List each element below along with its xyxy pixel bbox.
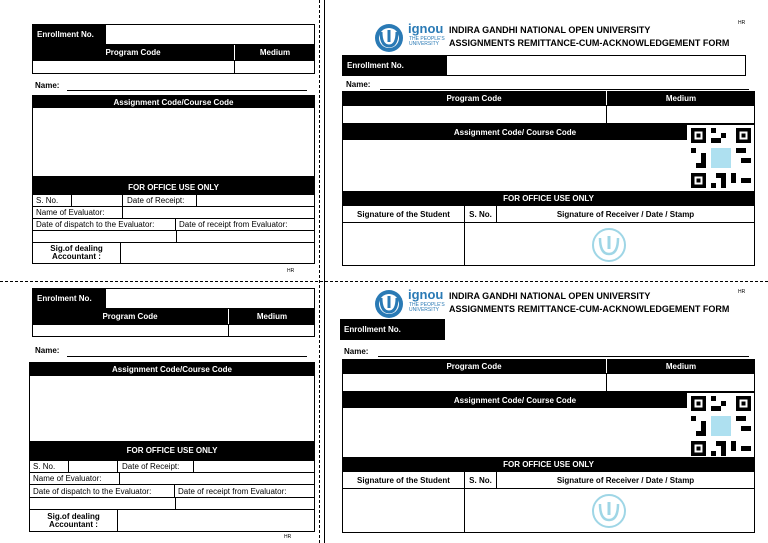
program-value-row (32, 324, 315, 337)
enrollment-row (32, 24, 315, 45)
office-row-1 (33, 194, 314, 207)
dispatch-label: Date of dispatch to the Evaluator: (30, 485, 175, 497)
assignment-box (32, 95, 315, 195)
program-header (32, 45, 315, 60)
office-use-label: FOR OFFICE USE ONLY (30, 441, 314, 460)
sno-label: S. No. (33, 461, 56, 471)
assignment-code-label: Assignment Code/Course Code (33, 96, 314, 108)
program-code-field[interactable] (343, 374, 607, 391)
tagline-line-1: THE PEOPLE'S (409, 36, 445, 42)
assignment-code-field[interactable] (33, 108, 314, 172)
ignou-logo-icon (372, 288, 406, 320)
medium-label: Medium (665, 93, 697, 103)
university-name: INDIRA GANDHI NATIONAL OPEN UNIVERSITY (449, 291, 651, 301)
office-row-3 (30, 485, 314, 498)
program-code-label: Program Code (102, 312, 158, 321)
enrollment-field[interactable] (106, 25, 314, 44)
assignment-code-field[interactable] (343, 140, 687, 189)
sig-receiver-label: Signature of Receiver / Date / Stamp (556, 209, 695, 219)
office-row-3 (33, 219, 314, 231)
assignment-box (29, 362, 315, 461)
enrollment-label: Enrolment No. (33, 289, 106, 308)
ignou-wordmark: ignou (408, 21, 444, 36)
program-code-field[interactable] (33, 325, 229, 336)
receipt-from-evaluator-label: Date of receipt from Evaluator: (179, 220, 288, 229)
vertical-divider (324, 0, 325, 543)
sig-dealing-label: Sig.of dealing Accountant : (30, 510, 118, 531)
ignou-wordmark: ignou (408, 287, 444, 302)
program-code-label: Program Code (446, 93, 502, 103)
name-label: Name: (35, 81, 60, 90)
dispatch-label: Date of dispatch to the Evaluator: (33, 219, 176, 230)
assignment-code-field[interactable] (30, 376, 314, 440)
date-receipt-label: Date of Receipt: (122, 461, 180, 471)
medium-field[interactable] (230, 325, 314, 336)
assignment-code-label: Assignment Code/Course Code (30, 363, 314, 376)
hr-mark: HR (287, 268, 295, 274)
enrollment-field[interactable] (447, 56, 745, 75)
enrollment-label: Enrollment No. (343, 56, 447, 75)
hr-mark: HR (738, 20, 746, 26)
assignment-code-field[interactable] (343, 408, 687, 456)
medium-field[interactable] (608, 374, 754, 391)
program-value-row (32, 60, 315, 74)
enrollment-row (340, 319, 445, 340)
program-code-label: Program Code (105, 48, 161, 57)
program-value-row (342, 105, 755, 124)
assignment-section (342, 124, 755, 266)
sig-student-label: Signature of the Student (343, 206, 465, 222)
qr-code-icon (691, 396, 751, 456)
office-row-2 (30, 473, 314, 485)
ignou-watermark-icon (591, 227, 627, 263)
sno-label: S. No. (465, 472, 497, 488)
office-row-1 (30, 460, 314, 473)
signature-header-row (343, 472, 754, 489)
assignment-code-label: Assignment Code/ Course Code (343, 393, 687, 408)
program-header (342, 359, 755, 373)
enrollment-label: Enrollment No. (33, 25, 106, 44)
ignou-watermark-icon (591, 493, 627, 529)
sig-dealing-label: Sig.of dealing Accountant : (33, 243, 121, 263)
ignou-logo-icon (372, 22, 406, 54)
medium-field[interactable] (608, 106, 754, 123)
evaluator-label: Name of Evaluator: (33, 207, 123, 218)
sig-receiver-label: Signature of Receiver / Date / Stamp (556, 475, 695, 485)
medium-label: Medium (259, 48, 291, 57)
name-line[interactable] (380, 89, 749, 90)
enrollment-row (342, 55, 746, 76)
enrollment-row (32, 288, 315, 309)
sig-student-field[interactable] (343, 223, 465, 265)
horizontal-cut-line (0, 281, 768, 282)
office-table (29, 459, 315, 532)
sig-student-field[interactable] (343, 489, 465, 532)
receipt-from-evaluator-label: Date of receipt from Evaluator: (178, 486, 287, 496)
university-name: INDIRA GANDHI NATIONAL OPEN UNIVERSITY (449, 25, 651, 35)
medium-label: Medium (665, 361, 697, 371)
evaluator-label: Name of Evaluator: (30, 473, 120, 484)
office-use-label: FOR OFFICE USE ONLY (343, 457, 754, 472)
medium-field[interactable] (236, 61, 314, 73)
program-header (32, 309, 315, 324)
name-label: Name: (346, 80, 371, 89)
assignment-code-label: Assignment Code/ Course Code (343, 125, 687, 140)
vertical-cut-line (319, 0, 320, 543)
office-row-2 (33, 207, 314, 219)
office-table (32, 193, 315, 264)
signature-header-row (343, 206, 754, 223)
tagline-line-2: UNIVERSITY (409, 41, 440, 47)
tagline-line-2: UNIVERSITY (409, 307, 440, 313)
hr-mark: HR (738, 289, 746, 295)
sig-student-label: Signature of the Student (343, 472, 465, 488)
sno-label: S. No. (465, 206, 497, 222)
medium-label: Medium (256, 312, 288, 321)
date-receipt-label: Date of Receipt: (127, 195, 185, 205)
name-line[interactable] (67, 90, 307, 91)
office-use-label: FOR OFFICE USE ONLY (343, 191, 754, 206)
sno-label: S. No. (36, 195, 59, 205)
hr-mark: HR (284, 534, 292, 540)
name-line[interactable] (378, 356, 749, 357)
enrollment-field[interactable] (106, 289, 314, 308)
qr-code-icon (691, 128, 751, 188)
program-code-label: Program Code (446, 361, 502, 371)
office-use-label: FOR OFFICE USE ONLY (33, 176, 314, 194)
form-title: ASSIGNMENTS REMITTANCE-CUM-ACKNOWLEDGEMENT FORM (449, 304, 730, 314)
name-label: Name: (344, 347, 369, 356)
program-code-field[interactable] (343, 106, 607, 123)
name-line[interactable] (67, 356, 307, 357)
name-label: Name: (35, 346, 60, 355)
program-value-row (342, 373, 755, 392)
office-row-4 (30, 498, 314, 510)
office-row-4 (33, 231, 314, 243)
program-code-field[interactable] (33, 61, 235, 73)
tagline-line-1: THE PEOPLE'S (409, 302, 445, 308)
program-header (342, 91, 755, 105)
form-title: ASSIGNMENTS REMITTANCE-CUM-ACKNOWLEDGEMENT FORM (449, 38, 730, 48)
assignment-section (342, 392, 755, 533)
enrollment-label: Enrollment No. (340, 319, 445, 340)
